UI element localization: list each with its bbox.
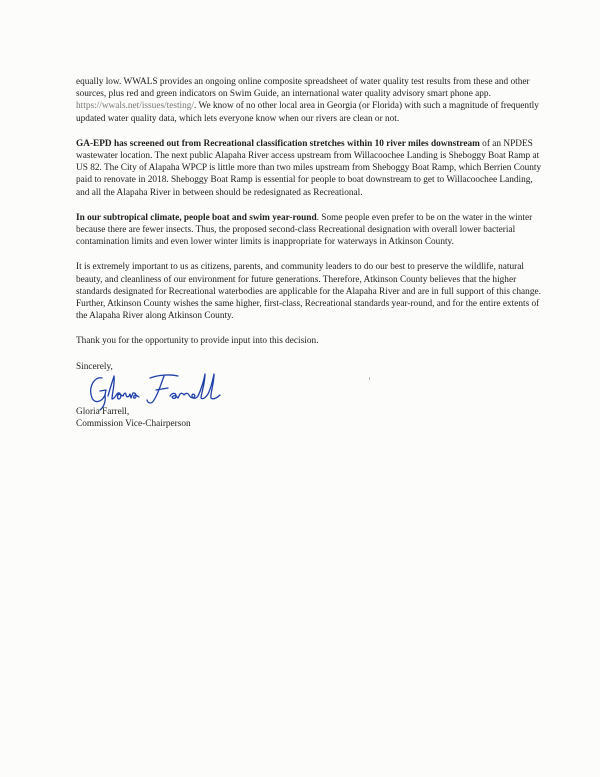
- paragraph-importance: [76, 261, 542, 322]
- paragraph-water-quality-text-1: equally low. WWALS provides an ongoing online composite spreadsheet of water quality test results from these and other sources, plus red and green indicators on Swim Guide, an international water quality advisory smart phone app.: [76, 77, 530, 100]
- testing-url-link[interactable]: https://wwals.net/issues/testing/: [76, 101, 195, 112]
- paragraph-ga-epd-text: of an NPDES wastewater location. The next public Alapaha River access upstream from Willacoochee Landing is Sheboggy Boat Ramp at US 82. The City of Alapaha WPCP is little more than two miles upstream from Sheboggy Boat Ramp, which Berrien County paid to renovate in 2018. Sheboggy Boat Ramp is essential for people to boat downstream to get to Willacoochee Landing, and all the Alapaha River in between should be redesignated as Recreational.: [76, 138, 542, 198]
- scan-speck: [369, 377, 370, 380]
- closing-salutation: Sincerely,: [76, 361, 113, 372]
- paragraph-importance-text: It is extremely important to us as citizens, parents, and community leaders to do our best to preserve the wildlife, natural beauty, and cleanliness of our environment for future generations. Therefore, Atkinson County believes that the higher standards designated for Recreational waterbodies are applicable for the Alapaha River and are in full support of this change. Further, Atkinson County wishes the same higher, first-class, Recreational standards year-round, and for the entire extents of the Alapaha River along Atkinson County.: [76, 262, 541, 322]
- paragraph-water-quality: [76, 76, 542, 125]
- paragraph-water-quality-text-2: . We know of no other local area in Georgia (or Florida) with such a magnitude of frequently updated water quality data, which lets everyone know when our rivers are clean or not.: [76, 101, 539, 124]
- paragraph-ga-epd-bold: GA-EPD has screened out from Recreational classification stretches within 10 river miles downstream: [76, 138, 480, 149]
- signer-block: [76, 406, 191, 430]
- letter-body: [76, 76, 542, 386]
- paragraph-climate-text: . Some people even prefer to be on the water in the winter because there are fewer insects. Thus, the proposed second-class Recreational designation with overall lower bacterial contamination limits and even lower winter limits is inappropriate for waterways in Atkinson County.: [76, 212, 533, 248]
- paragraph-ga-epd: [76, 138, 542, 199]
- paragraph-thanks: [76, 335, 542, 347]
- paragraph-climate-bold: In our subtropical climate, people boat and swim year-round: [76, 212, 317, 223]
- signer-name: Gloria Farrell,: [76, 407, 130, 417]
- paragraph-thanks-text: Thank you for the opportunity to provide input into this decision.: [76, 336, 319, 347]
- signer-title: Commission Vice-Chairperson: [76, 419, 191, 430]
- paragraph-climate: [76, 212, 542, 249]
